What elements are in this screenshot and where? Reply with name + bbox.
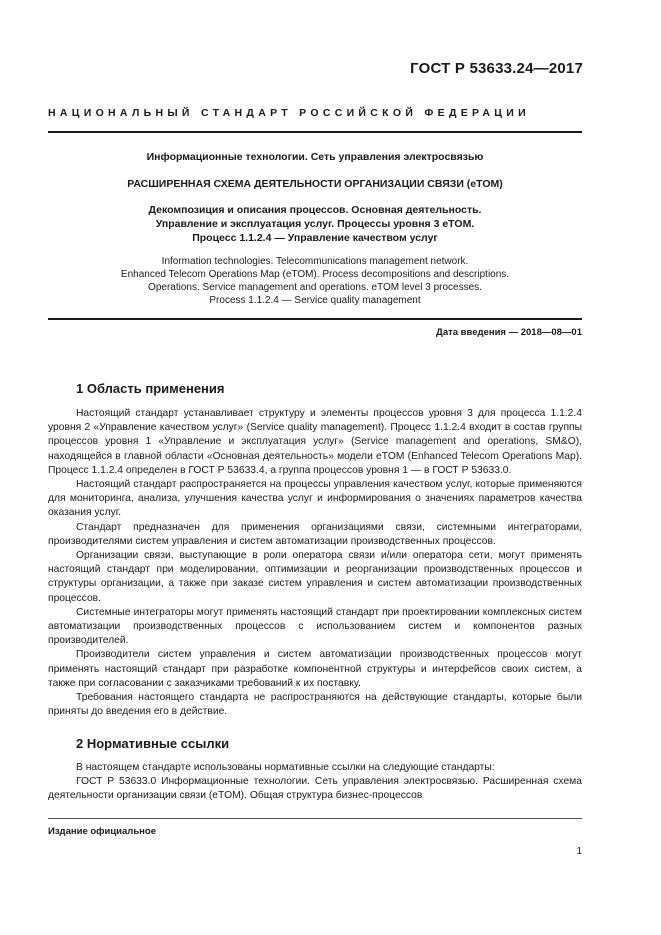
top-divider (48, 131, 582, 133)
paragraph: В настоящем стандарте использованы нормативные ссылки на следующие стандарты: (76, 762, 495, 773)
paragraph: Системные интеграторы могут применять настоящий стандарт при проектировании комплексных систем автоматизации производственных процессов с использованием систем и компонентов разных производителей. (48, 606, 582, 647)
paragraph: Настоящий стандарт устанавливает структуру и элементы процессов уровня 3 для процесса 1.1.2.4 уровня 2 «Управление качеством услуг» (Service quality management). Процесс 1.1.2.4 входит в состав группы процессов уровня 1 «Управление и эксплуатация услуг» (Service management and operations, SM&O), находящейся в главной области «Основная деятельность» модели eTOM (Enhanced Telecom Operations Map). Процесс 1.1.2.4 определен в ГОСТ Р 53633.4, а группа процессов уровня 1 — в ГОСТ Р 53633.0. (48, 408, 582, 476)
page-number: 1 (576, 846, 582, 857)
footer-divider (48, 818, 582, 819)
english-title-line: Information technologies. Telecommunications management network. (161, 256, 469, 267)
title-divider (48, 318, 582, 320)
paragraph: Производители систем управления и систем автоматизации производственных процессов могут применять настоящий стандарт при разработке компонентной структуры и интерфейсов своих систем, а также при согласовании с заказчиками требований к их поставку. (48, 649, 582, 689)
section-2-heading: 2 Нормативные ссылки (76, 736, 230, 751)
document-subtitle: Информационные технологии. Сеть управления электросвязью (146, 151, 484, 163)
section-2-body (48, 761, 582, 804)
official-edition-label: Издание официальное (48, 826, 156, 837)
national-standard-banner: НАЦИОНАЛЬНЫЙ СТАНДАРТ РОССИЙСКОЙ ФЕДЕРАЦИИ (48, 107, 530, 119)
description-line: Декомпозиция и описания процессов. Основная деятельность. (148, 204, 482, 216)
paragraph: Требования настоящего стандарта не распространяются на действующие стандарты, которые были приняты до введения его в действие. (48, 692, 582, 718)
english-title-line: Enhanced Telecom Operations Map (eTOM). Process decompositions and descriptions. (120, 269, 510, 280)
paragraph: Стандарт предназначен для применения организациями связи, системными интеграторами, производителями систем управления и систем автоматизации производственных процессов. (48, 521, 582, 547)
document-id: ГОСТ Р 53633.24—2017 (410, 60, 583, 77)
document-title: РАСШИРЕННАЯ СХЕМА ДЕЯТЕЛЬНОСТИ ОРГАНИЗАЦИИ СВЯЗИ (eTOM) (127, 178, 503, 190)
introduction-date: Дата введения — 2018—08—01 (436, 327, 582, 338)
section-1-heading: 1 Область применения (76, 381, 225, 396)
english-title-line: Operations. Service management and operations. eTOM level 3 processes. (148, 282, 482, 293)
document-description (48, 203, 582, 245)
paragraph: Настоящий стандарт распространяется на процессы управления качеством услуг, которые применяются для мониторинга, анализа, улучшения качества услуг и информирования о значениях параметров качества оказания услуг. (48, 479, 582, 519)
paragraph: Организации связи, выступающие в роли оператора связи и/или оператора сети, могут применять настоящий стандарт при моделировании, оптимизации и реорганизации производственных процессов и структуры организации, а также при заказе систем управления и систем автоматизации производственных процессов. (48, 550, 582, 604)
english-title (48, 255, 582, 307)
english-title-line: Process 1.1.2.4 — Service quality management (209, 295, 421, 306)
paragraph: ГОСТ Р 53633.0 Информационные технологии. Сеть управления электросвязью. Расширенная схема деятельности организации связи (eTOM). Общая структура бизнес-процессов (48, 776, 582, 802)
section-1-body (48, 407, 582, 719)
description-line: Управление и эксплуатация услуг. Процессы уровня 3 eTOM. (155, 218, 475, 230)
description-line: Процесс 1.1.2.4 — Управление качеством услуг (192, 232, 438, 244)
